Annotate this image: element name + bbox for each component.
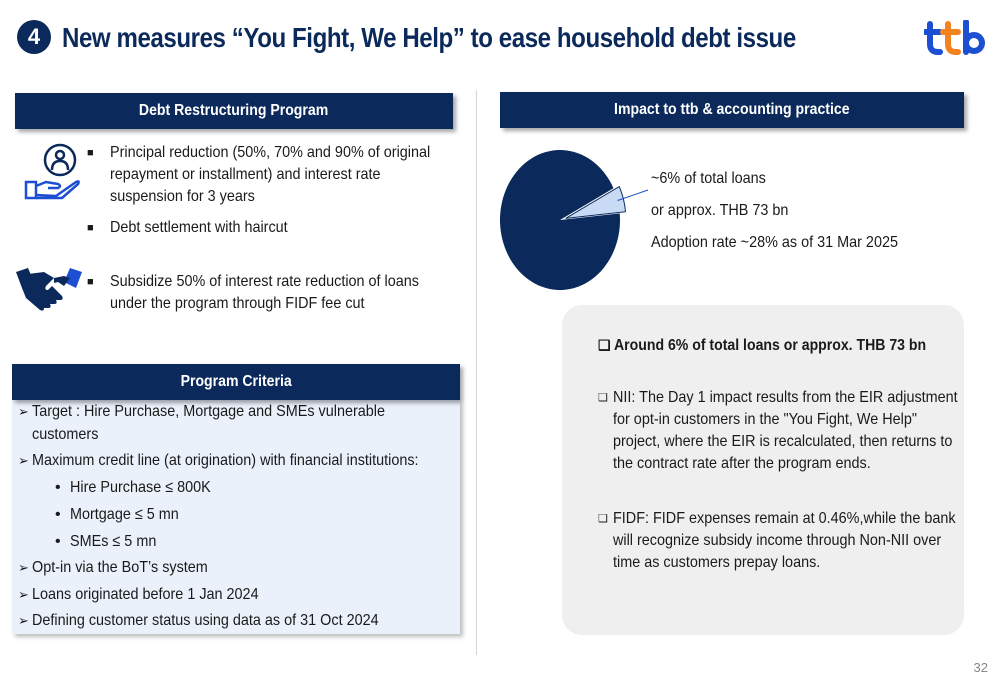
column-divider xyxy=(476,90,477,655)
debt-program-header xyxy=(15,93,453,129)
criteria-sub-item: • Hire Purchase ≤ 800K xyxy=(55,479,211,496)
criteria-item: ➢ Loans originated before 1 Jan 2024 xyxy=(18,586,259,603)
loan-share-pie xyxy=(490,145,650,295)
page-number: 32 xyxy=(973,660,988,675)
debt-bullet-1: ■ Principal reduction (50%, 70% and 90% of original repayment or installment) and interest rate suspension for 3 years xyxy=(85,142,480,208)
impact-header xyxy=(500,92,964,128)
criteria-sub-item: • Mortgage ≤ 5 mn xyxy=(55,506,179,523)
criteria-sub-item: • SMEs ≤ 5 mn xyxy=(55,533,156,550)
pie-label-amount: or approx. THB 73 bn xyxy=(651,202,789,219)
page-title: New measures “You Fight, We Help” to ease household debt issue xyxy=(62,22,796,53)
debt-bullet-text: Debt settlement with haircut xyxy=(110,219,288,236)
criteria-item: ➢ Maximum credit line (at origination) with financial institutions: xyxy=(18,452,419,469)
debt-bullet-3: ■ Subsidize 50% of interest rate reduction of loans under the program through FIDF fee cut xyxy=(85,271,480,315)
impact-heading: Impact to ttb & accounting practice xyxy=(614,101,850,118)
pie-remaining-share xyxy=(500,150,620,290)
criteria-item: ➢ Opt-in via the BoT’s system xyxy=(18,559,208,576)
criteria-item-continued: customers xyxy=(32,426,99,443)
section-number-badge: 4 xyxy=(17,20,51,54)
criteria-header xyxy=(12,364,460,400)
criteria-item: ➢ Target : Hire Purchase, Mortgage and SMEs vulnerable xyxy=(18,403,385,420)
hand-user-icon xyxy=(22,140,86,204)
criteria-heading: Program Criteria xyxy=(180,373,292,390)
pie-label-adoption: Adoption rate ~28% as of 31 Mar 2025 xyxy=(651,234,898,251)
debt-bullet-text: Principal reduction (50%, 70% and 90% of original repayment or installment) and interest rate suspension for 3 years xyxy=(110,144,431,205)
debt-bullet-2: ■ Debt settlement with haircut xyxy=(85,217,480,239)
ttb-logo xyxy=(924,20,986,56)
debt-program-heading: Debt Restructuring Program xyxy=(139,102,329,119)
card-headline: ❑ Around 6% of total loans or approx. THB 73 bn xyxy=(598,337,927,354)
fidf-paragraph: ❑ FIDF: FIDF expenses remain at 0.46%,while the bank will recognize subsidy income through Non-NII over time as customers prepay loans. xyxy=(598,510,956,571)
nii-paragraph: ❑ NII: The Day 1 impact results from the EIR adjustment for opt-in customers in the "You Fight, We Help" project, where the EIR is recalculated, then returns to the contract rate after the program ends. xyxy=(598,389,958,472)
criteria-item: ➢ Defining customer status using data as of 31 Oct 2024 xyxy=(18,612,379,629)
pie-label-share: ~6% of total loans xyxy=(651,170,766,187)
handshake-icon xyxy=(14,266,84,316)
debt-bullet-text: Subsidize 50% of interest rate reduction of loans under the program through FIDF fee cut xyxy=(110,273,419,312)
